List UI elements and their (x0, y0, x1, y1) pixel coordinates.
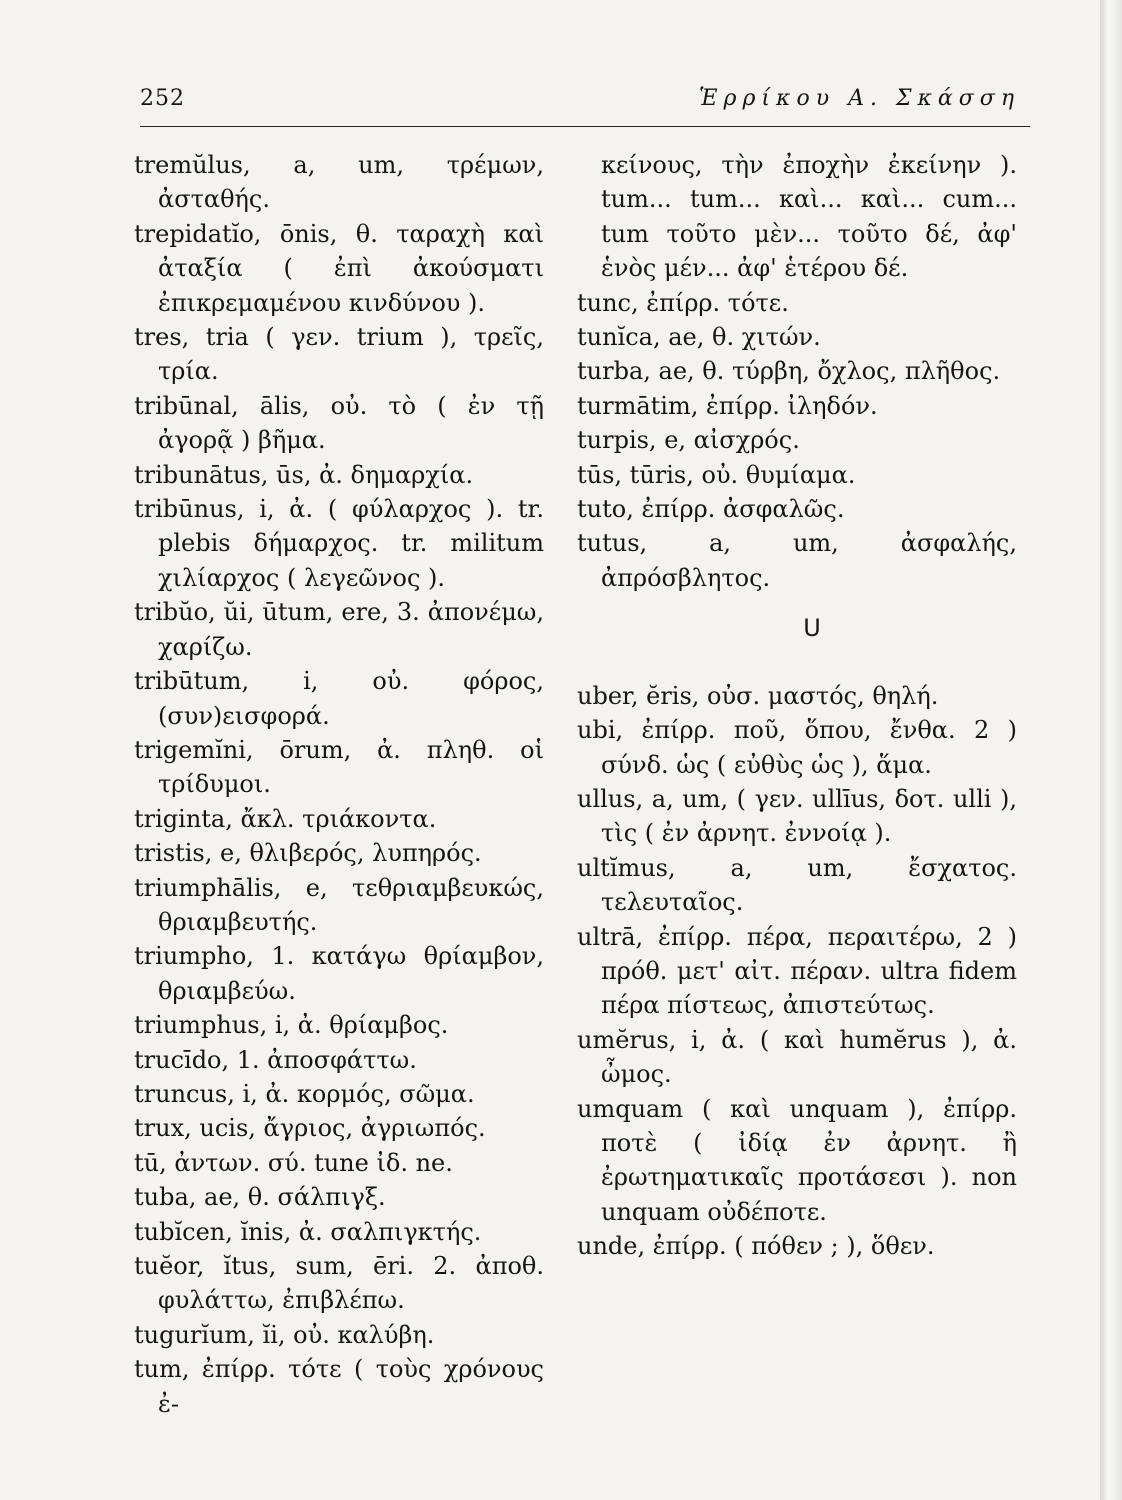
dictionary-entry: unde, ἐπίρρ. ( πόθεν ; ), ὅθεν. (577, 1232, 935, 1261)
section-letter-heading: U (803, 614, 821, 643)
dictionary-entry: tremŭlus, a, um, τρέμων, ἀσταθής. (134, 151, 544, 214)
dictionary-entry: tuĕor, ĭtus, sum, ēri. 2. ἀποθ. φυλάττω, ἐπιβλέπω. (134, 1252, 544, 1315)
left-column (134, 148, 544, 1421)
right-column (577, 148, 1017, 1264)
page-header (140, 86, 1030, 127)
dictionary-entry: tres, tria ( γεν. trium ), τρεῖς, τρία. (134, 323, 544, 386)
dictionary-entry: truncus, i, ἀ. κορμός, σῶμα. (134, 1079, 475, 1108)
running-head: Ἑρρίκου Α. Σκάσση (699, 86, 1020, 111)
dictionary-entry: tuto, ἐπίρρ. ἀσφαλῶς. (577, 495, 845, 524)
dictionary-entry: tribūtum, i, οὐ. φόρος, (συν)εισφορά. (134, 667, 544, 730)
dictionary-entry: tūs, tūris, οὐ. θυμίαμα. (577, 460, 856, 489)
dictionary-entry: tuba, ae, θ. σάλπιγξ. (134, 1183, 386, 1212)
dictionary-entry: tribūnal, ālis, οὐ. τὸ ( ἐν τῇ ἀγορᾷ ) βῆμα. (134, 391, 544, 455)
dictionary-entry: uber, ĕris, οὐσ. μαστός, θηλή. (577, 681, 939, 710)
dictionary-entry: tubĭcen, ĭnis, ἀ. σαλπιγκτής. (134, 1217, 482, 1246)
dictionary-entry: tribūnus, i, ἀ. ( φύλαρχος ). tr. plebis δήμαρχος. tr. militum χιλίαρχος ( λεγεῶνος ). (134, 495, 544, 592)
dictionary-entry: trux, ucis, ἄγριος, ἀγριωπός. (134, 1114, 486, 1143)
dictionary-entry: triumphālis, e, τεθριαμβευκώς, θριαμβευτής. (134, 873, 544, 936)
dictionary-entry: ultrā, ἐπίρρ. πέρα, περαιτέρω, 2 ) πρόθ. μετ' αἰτ. πέραν. ultra fidem πέρα πίστεως, ἀπιστεύτως. (577, 922, 1017, 1020)
dictionary-entry: umĕrus, i, ἀ. ( καὶ humĕrus ), ἀ. ὦμος. (577, 1025, 1017, 1089)
dictionary-entry: umquam ( καὶ unquam ), ἐπίρρ. ποτὲ ( ἰδίᾳ ἐν ἀρνητ. ἢ ἐρωτηματικαῖς προτάσεσι ). non unquam οὐδέποτε. (577, 1094, 1017, 1226)
dictionary-entry: ubi, ἐπίρρ. ποῦ, ὅπου, ἔνθα. 2 ) σύνδ. ὡς ( εὐθὺς ὡς ), ἅμα. (577, 716, 1017, 779)
dictionary-entry: tugurĭum, ĭi, οὐ. καλύβη. (134, 1320, 435, 1349)
dictionary-entry: triumpho, 1. κατάγω θρίαμβον, θριαμβεύω. (134, 942, 544, 1005)
dictionary-entry: tristis, e, θλιβερός, λυπηρός. (134, 839, 482, 868)
page-edge-shadow (1100, 0, 1122, 1500)
dictionary-entry: tunc, ἐπίρρ. τότε. (577, 288, 789, 317)
dictionary-entry: trigemĭni, ōrum, ἀ. πληθ. οἱ τρίδυμοι. (134, 735, 544, 799)
dictionary-entry: tutus, a, um, ἀσφαλής, ἀπρόσβλητος. (577, 529, 1017, 592)
dictionary-entry: turpis, e, αἰσχρός. (577, 426, 800, 455)
dictionary-entry: tunĭca, ae, θ. χιτών. (577, 323, 821, 352)
dictionary-entry: ultĭmus, a, um, ἔσχατος. τελευταῖος. (577, 853, 1017, 917)
dictionary-entry: tribŭo, ŭi, ūtum, ere, 3. ἀπονέμω, χαρίζω. (134, 598, 544, 661)
dictionary-entry: turba, ae, θ. τύρβη, ὄχλος, πλῆθος. (577, 357, 1001, 386)
dictionary-entry: tum, ἐπίρρ. τότε ( τοὺς χρόνους ἐ- (134, 1355, 544, 1418)
dictionary-entry: tribunātus, ūs, ἀ. δημαρχία. (134, 460, 474, 489)
dictionary-entry: trepidatĭo, ōnis, θ. ταραχὴ καὶ ἀταξία ( ἐπὶ ἀκούσματι ἐπικρεμαμένου κινδύνου ). (134, 219, 544, 317)
dictionary-entry: turmātim, ἐπίρρ. ἰληδόν. (577, 391, 878, 420)
page-number: 252 (140, 86, 185, 111)
dictionary-entry: ullus, a, um, ( γεν. ullīus, δοτ. ulli ), τὶς ( ἐν ἀρνητ. ἐννοίᾳ ). (577, 784, 1017, 848)
dictionary-entry: triumphus, i, ἀ. θρίαμβος. (134, 1011, 449, 1040)
dictionary-entry: triginta, ἄκλ. τριάκοντα. (134, 804, 437, 833)
dictionary-entry: trucīdo, 1. ἀποσφάττω. (134, 1045, 417, 1074)
dictionary-entry: tū, ἀντων. σύ. tune ἰδ. ne. (134, 1148, 453, 1177)
dictionary-entry-continued: κείνους, τὴν ἐποχὴν ἐκείνην ). tum... tum... καὶ... καὶ... cum... tum τοῦτο μὲν... τοῦτο δέ, ἀφ' ἑνὸς μέν... ἀφ' ἑτέρου δέ. (601, 151, 1017, 283)
